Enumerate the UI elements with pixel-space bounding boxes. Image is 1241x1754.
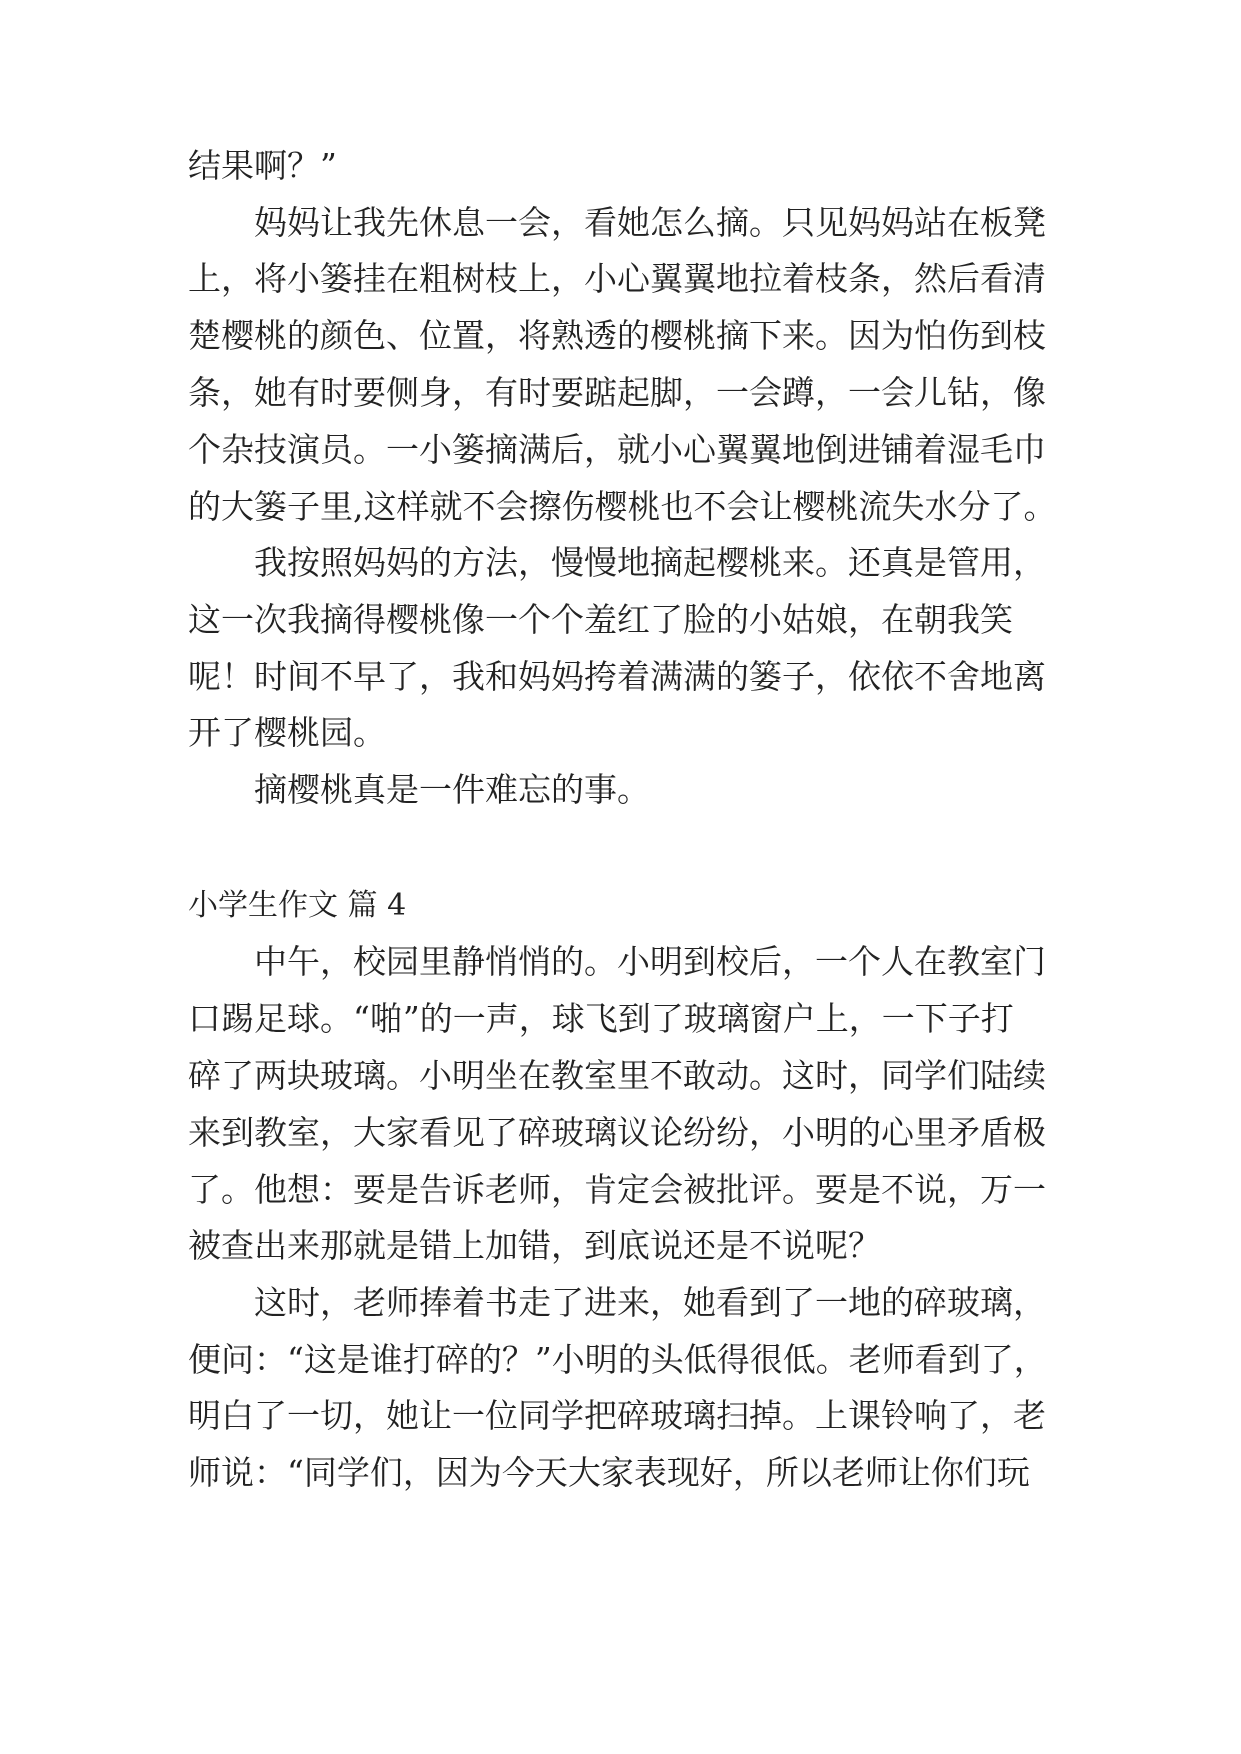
text-line: 师说：“同学们，因为今天大家表现好，所以老师让你们玩 (188, 1453, 1030, 1492)
text-line: 口踢足球。“啪”的一声，球飞到了玻璃窗户上，一下子打 (188, 999, 1014, 1038)
paragraph-first-line: 妈妈让我先休息一会，看她怎么摘。只见妈妈站在板凳 (254, 203, 1046, 242)
text-line: 便问：“这是谁打碎的？”小明的头低得很低。老师看到了， (188, 1340, 1047, 1379)
text-line: 上，将小篓挂在粗树枝上，小心翼翼地拉着枝条，然后看清 (188, 259, 1046, 298)
text-line: 楚樱桃的颜色、位置，将熟透的樱桃摘下来。因为怕伤到枝 (188, 316, 1046, 355)
text-line: 这一次我摘得樱桃像一个个羞红了脸的小姑娘，在朝我笑 (188, 600, 1013, 639)
paragraph-first-line: 摘樱桃真是一件难忘的事。 (254, 770, 650, 809)
text-line: 条，她有时要侧身，有时要踮起脚，一会蹲，一会儿钻，像 (188, 373, 1046, 412)
text-line: 来到教室，大家看见了碎玻璃议论纷纷，小明的心里矛盾极 (188, 1113, 1046, 1152)
paragraph-first-line: 这时，老师捧着书走了进来，她看到了一地的碎玻璃， (254, 1283, 1046, 1322)
paragraph-first-line: 中午，校园里静悄悄的。小明到校后，一个人在教室门 (254, 942, 1046, 981)
text-line: 个杂技演员。一小篓摘满后，就小心翼翼地倒进铺着湿毛巾 (188, 430, 1046, 469)
text-line: 碎了两块玻璃。小明坐在教室里不敢动。这时，同学们陆续 (188, 1056, 1046, 1095)
text-line: 结果啊？” (188, 146, 337, 185)
text-line: 开了樱桃园。 (188, 713, 386, 752)
text-line: 了。他想：要是告诉老师，肯定会被批评。要是不说，万一 (188, 1170, 1046, 1209)
paragraph-first-line: 我按照妈妈的方法，慢慢地摘起樱桃来。还真是管用， (254, 543, 1046, 582)
text-line: 明白了一切，她让一位同学把碎玻璃扫掉。上课铃响了，老 (188, 1396, 1046, 1435)
text-line: 呢！时间不早了，我和妈妈挎着满满的篓子，依依不舍地离 (188, 657, 1046, 696)
text-line: 的大篓子里,这样就不会擦伤樱桃也不会让樱桃流失水分了。 (188, 487, 1057, 526)
text-line: 被查出来那就是错上加错，到底说还是不说呢？ (188, 1226, 881, 1265)
section-heading: 小学生作文 篇 4 (188, 888, 407, 923)
